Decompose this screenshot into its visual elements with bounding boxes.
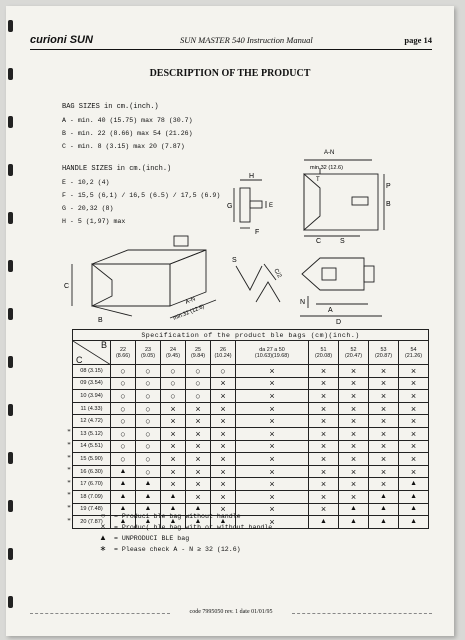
table-cell: × — [211, 465, 236, 478]
binder-hole — [8, 164, 13, 176]
table-row — [73, 390, 429, 403]
table-cell: × — [309, 453, 339, 466]
table-cell: × — [211, 440, 236, 453]
dim-e-label: E — [269, 203, 274, 209]
table-cell: × — [339, 390, 369, 403]
table-cell: × — [236, 516, 309, 529]
row-star-marker: * — [67, 428, 71, 437]
table-cell: × — [161, 440, 186, 453]
table-cell: × — [309, 440, 339, 453]
table-cell: × — [186, 415, 211, 428]
table-cell: × — [369, 478, 399, 491]
table-cell: × — [236, 390, 309, 403]
column-header — [236, 341, 309, 365]
dim-s-label: S — [340, 238, 345, 244]
column-header — [211, 341, 236, 365]
table-row — [73, 402, 429, 415]
corner-c-label: C — [76, 355, 83, 365]
column-header — [136, 341, 161, 365]
dim-c-half-label: C/2 — [272, 268, 283, 280]
table-row — [73, 427, 429, 440]
table-body — [73, 365, 429, 529]
table-cell: ○ — [136, 415, 161, 428]
table-cell: × — [211, 427, 236, 440]
table-cell: ▲ — [399, 490, 429, 503]
row-label: 08 (3.15) — [73, 365, 111, 378]
table-cell: × — [309, 465, 339, 478]
table-cell: ▲ — [111, 478, 136, 491]
table-cell: ▲ — [136, 490, 161, 503]
table-cell: × — [211, 503, 236, 516]
page-header — [30, 34, 432, 50]
table-cell: × — [236, 415, 309, 428]
brand-logo: curioni SUN — [30, 34, 93, 46]
table-cell: ○ — [111, 377, 136, 390]
binder-hole — [8, 356, 13, 368]
table-row — [73, 440, 429, 453]
handle-size-line: G - 20,32 (8) — [62, 205, 114, 212]
table-cell: ▲ — [111, 490, 136, 503]
row-star-marker: * — [67, 441, 71, 450]
legend-text: UNPRODUCI BLE bag — [121, 535, 190, 542]
table-cell: × — [309, 478, 339, 491]
table-cell: × — [236, 427, 309, 440]
table-cell: ▲ — [111, 503, 136, 516]
dim-g-label: G — [227, 203, 233, 210]
table-cell: ○ — [136, 390, 161, 403]
handle-diagram — [220, 170, 286, 236]
table-cell: × — [369, 453, 399, 466]
table-row — [73, 415, 429, 428]
table-cell: × — [211, 390, 236, 403]
table-cell: ○ — [136, 377, 161, 390]
table-cell: × — [211, 490, 236, 503]
table-cell: × — [309, 415, 339, 428]
dim-p-label: P — [386, 183, 391, 190]
column-cm: 53 — [380, 346, 387, 353]
dim-d-label: D — [336, 319, 342, 326]
table-cell: × — [399, 402, 429, 415]
table-cell: ▲ — [309, 516, 339, 529]
table-cell: ▲ — [186, 516, 211, 529]
column-inch: (9.45) — [165, 352, 181, 359]
footer-code: code 7995050 rev. 1 date 01/01/95 — [189, 609, 273, 615]
table-cell: × — [186, 427, 211, 440]
table-cell: ▲ — [161, 516, 186, 529]
row-label: 17 (6.70) — [73, 478, 111, 491]
binder-hole — [8, 404, 13, 416]
table-cell: ▲ — [369, 503, 399, 516]
row-star-marker: * — [67, 504, 71, 513]
binder-hole — [8, 260, 13, 272]
table-cell: ○ — [136, 465, 161, 478]
table-cell: × — [186, 402, 211, 415]
dim-min32-bag-label: min.32 (12.6) — [172, 303, 206, 322]
column-cm: 26 — [220, 346, 226, 353]
dim-b-bag-label: B — [98, 317, 103, 324]
table-cell: × — [161, 402, 186, 415]
table-cell: × — [309, 377, 339, 390]
table-cell: × — [339, 415, 369, 428]
table-cell: × — [236, 465, 309, 478]
footer-rule — [292, 613, 432, 614]
table-cell: ▲ — [111, 465, 136, 478]
table-cell: ○ — [136, 427, 161, 440]
bag-size-line: A - min. 40 (15.75) max 78 (30.7) — [62, 117, 193, 124]
table-cell: ▲ — [136, 478, 161, 491]
legend-equals: = — [113, 535, 118, 542]
table-cell: ▲ — [111, 516, 136, 529]
table-cell: ○ — [136, 440, 161, 453]
handle-size-line: E - 10,2 (4) — [62, 179, 110, 186]
table-cell: × — [339, 440, 369, 453]
page-number: page 14 — [404, 35, 432, 45]
table-cell: ○ — [111, 415, 136, 428]
table-cell: × — [309, 365, 339, 378]
table-cell: × — [369, 365, 399, 378]
table-cell: × — [161, 415, 186, 428]
dim-an-label: A-N — [324, 150, 335, 156]
legend-item — [96, 511, 241, 520]
legend-symbol: ○ — [100, 511, 106, 520]
binder-holes — [6, 6, 16, 636]
table-cell: × — [161, 465, 186, 478]
legend-item — [96, 544, 241, 553]
bag-sizes-heading: BAG SIZES in cm.(inch.) — [62, 103, 159, 111]
table-cell: × — [339, 365, 369, 378]
table-cell: ▲ — [339, 503, 369, 516]
column-header — [161, 341, 186, 365]
row-label: 15 (5.90) — [73, 453, 111, 466]
table-row — [73, 377, 429, 390]
row-star-marker: * — [67, 516, 71, 525]
dim-f-label: F — [255, 229, 260, 236]
table-row — [73, 453, 429, 466]
table-cell: × — [186, 478, 211, 491]
table-cell: × — [161, 478, 186, 491]
table-cell: ▲ — [161, 490, 186, 503]
dim-t-label: T — [316, 177, 320, 183]
table-cell: × — [399, 465, 429, 478]
column-cm: 51 — [320, 346, 327, 353]
manual-page — [6, 6, 454, 636]
table-caption: Specification of the product ble bags (cm)(inch.) — [73, 330, 429, 341]
table-cell: × — [339, 453, 369, 466]
legend-symbol: ∗ — [99, 544, 107, 553]
table-cell: ▲ — [369, 516, 399, 529]
table-cell: × — [339, 402, 369, 415]
binder-hole — [8, 548, 13, 560]
table-cell: × — [369, 427, 399, 440]
table-cell: × — [236, 453, 309, 466]
legend-symbol: × — [100, 522, 106, 531]
bag-3d-diagram — [56, 234, 246, 330]
row-star-marker: * — [67, 478, 71, 487]
column-inch: (8.66) — [115, 352, 131, 359]
bag-plan-view-diagram — [292, 252, 396, 328]
table-cell: × — [339, 465, 369, 478]
table-cell: ▲ — [399, 478, 429, 491]
binder-hole — [8, 116, 13, 128]
dim-c-label: C — [316, 238, 322, 244]
table-cell: × — [369, 440, 399, 453]
table-corner-cell — [73, 341, 111, 365]
table-cell: × — [309, 402, 339, 415]
table-cell: × — [211, 453, 236, 466]
table-cell: × — [339, 478, 369, 491]
bag-specification-table — [72, 329, 429, 529]
table-cell: × — [399, 453, 429, 466]
table-cell: ○ — [136, 365, 161, 378]
column-header — [186, 341, 211, 365]
legend-text: Please check A - N ≥ 32 (12.6) — [121, 546, 241, 553]
table-cell: × — [339, 490, 369, 503]
row-label: 09 (3.54) — [73, 377, 111, 390]
table-cell: ○ — [186, 365, 211, 378]
table-cell: × — [369, 415, 399, 428]
dim-b-label: B — [386, 201, 391, 208]
table-cell: × — [161, 427, 186, 440]
table-cell: × — [186, 440, 211, 453]
handle-sizes-heading: HANDLE SIZES in cm.(inch.) — [62, 165, 172, 173]
row-star-marker: * — [67, 453, 71, 462]
column-header — [369, 341, 399, 365]
table-cell: ▲ — [339, 516, 369, 529]
table-cell: × — [369, 402, 399, 415]
column-cm: 24 — [170, 346, 176, 353]
row-label: 16 (6.30) — [73, 465, 111, 478]
table-cell: × — [211, 402, 236, 415]
table-cell: × — [369, 465, 399, 478]
column-inch: (10.24) — [214, 352, 232, 359]
dim-an-bag-label: A-N — [184, 296, 197, 306]
dim-c-bag-label: C — [64, 283, 70, 290]
table-cell: × — [236, 478, 309, 491]
table-cell: × — [236, 402, 309, 415]
column-cm: 25 — [195, 346, 201, 353]
row-label: 14 (5.51) — [73, 440, 111, 453]
section-title: DESCRIPTION OF THE PRODUCT — [149, 68, 311, 79]
table-cell: × — [236, 377, 309, 390]
binder-hole — [8, 20, 13, 32]
table-cell: ○ — [111, 453, 136, 466]
table-cell: × — [399, 440, 429, 453]
column-cm: da 27 a 50 — [259, 346, 285, 353]
table-cell: × — [369, 390, 399, 403]
legend-equals: = — [113, 513, 118, 520]
row-label: 19 (7.48) — [73, 503, 111, 516]
legend-item — [96, 522, 272, 531]
column-cm: 52 — [350, 346, 357, 353]
binder-hole — [8, 308, 13, 320]
table-cell: ○ — [211, 365, 236, 378]
table-cell: × — [186, 453, 211, 466]
table-cell: ▲ — [369, 490, 399, 503]
table-cell: × — [309, 390, 339, 403]
binder-hole — [8, 212, 13, 224]
row-label: 12 (4.72) — [73, 415, 111, 428]
row-label: 13 (5.12) — [73, 427, 111, 440]
table-row — [73, 465, 429, 478]
column-header — [111, 341, 136, 365]
table-cell: × — [339, 377, 369, 390]
row-label: 20 (7.87) — [73, 516, 111, 529]
bag-size-line: C - min. 8 (3.15) max 20 (7.87) — [62, 143, 185, 150]
table-cell: ▲ — [186, 503, 211, 516]
handle-size-line: H - 5 (1,97) max — [62, 218, 126, 225]
table-cell: × — [161, 453, 186, 466]
cut-profile-diagram — [228, 250, 292, 312]
table-cell: × — [211, 377, 236, 390]
legend-equals: = — [113, 524, 118, 531]
table-cell: × — [236, 365, 309, 378]
table-cell: ○ — [111, 440, 136, 453]
table-cell: ○ — [186, 377, 211, 390]
corner-b-label: B — [100, 340, 107, 350]
column-inch: (10.63)(19.68) — [254, 352, 290, 359]
table-cell: × — [236, 490, 309, 503]
bag-size-line: B - min. 22 (8.66) max 54 (21.26) — [62, 130, 193, 137]
row-star-marker: * — [67, 466, 71, 475]
column-cm: 54 — [410, 346, 417, 353]
dim-a-label: A — [328, 307, 333, 314]
column-header — [339, 341, 369, 365]
binder-hole — [8, 500, 13, 512]
table-cell: ▲ — [399, 516, 429, 529]
handle-size-line: F - 15,5 (6,1) / 16,5 (6.5) / 17,5 (6.9) — [62, 192, 221, 199]
table-cell: × — [369, 377, 399, 390]
table-cell: × — [399, 365, 429, 378]
table-cell: ○ — [111, 427, 136, 440]
column-header — [309, 341, 339, 365]
legend-text: Produci ble bag without handle — [121, 513, 241, 520]
column-inch: (20.87) — [374, 352, 393, 359]
table-cell: × — [399, 427, 429, 440]
table-row — [73, 478, 429, 491]
table-cell: ○ — [161, 390, 186, 403]
table-cell: × — [399, 377, 429, 390]
table-cell: × — [309, 503, 339, 516]
dim-s-cut-label: S — [232, 257, 237, 264]
dim-h-label: H — [249, 173, 255, 180]
row-label: 18 (7.09) — [73, 490, 111, 503]
column-inch: (20.47) — [344, 352, 363, 359]
legend-text: Produc( ble bag with or without handle — [121, 524, 273, 531]
row-star-marker: * — [67, 491, 71, 500]
table-cell: × — [211, 478, 236, 491]
column-cm: 22 — [120, 346, 126, 353]
dim-n-label: N — [300, 299, 306, 306]
legend-item — [96, 533, 189, 542]
table-cell: ▲ — [211, 516, 236, 529]
legend-symbol: ▲ — [99, 533, 107, 542]
table-cell: × — [236, 503, 309, 516]
table-cell: ▲ — [399, 503, 429, 516]
dim-min32-label: min.32 (12.6) — [310, 165, 343, 171]
column-cm: 23 — [145, 346, 151, 353]
table-cell: ▲ — [136, 503, 161, 516]
table-cell: ○ — [136, 402, 161, 415]
table-cell: ▲ — [136, 516, 161, 529]
page-footer — [30, 608, 432, 620]
table-cell: ○ — [186, 390, 211, 403]
table-cell: × — [309, 427, 339, 440]
table-cell: × — [309, 490, 339, 503]
manual-title: SUN MASTER 540 Instruction Manual — [180, 35, 313, 45]
binder-hole — [8, 596, 13, 608]
legend-equals: = — [113, 546, 118, 553]
column-inch: (9.05) — [140, 352, 156, 359]
table-cell: × — [339, 427, 369, 440]
table-cell: ▲ — [161, 503, 186, 516]
table-cell: × — [211, 415, 236, 428]
table-cell: × — [186, 490, 211, 503]
table-cell: × — [186, 465, 211, 478]
column-header — [399, 341, 429, 365]
column-inch: (9.84) — [190, 352, 206, 359]
table-cell: ○ — [136, 453, 161, 466]
table-cell: × — [399, 415, 429, 428]
binder-hole — [8, 452, 13, 464]
column-inch: (21.26) — [404, 352, 423, 359]
table-cell: ○ — [111, 365, 136, 378]
table-row — [73, 365, 429, 378]
table-row — [73, 490, 429, 503]
table-cell: ○ — [111, 390, 136, 403]
table-cell: × — [236, 440, 309, 453]
row-label: 10 (3.94) — [73, 390, 111, 403]
table-cell: × — [399, 390, 429, 403]
bag-side-view-diagram — [290, 148, 396, 244]
column-inch: (20.08) — [314, 352, 333, 359]
table-cell: ○ — [111, 402, 136, 415]
row-label: 11 (4.33) — [73, 402, 111, 415]
table-cell: ○ — [161, 365, 186, 378]
table-cell: ○ — [161, 377, 186, 390]
